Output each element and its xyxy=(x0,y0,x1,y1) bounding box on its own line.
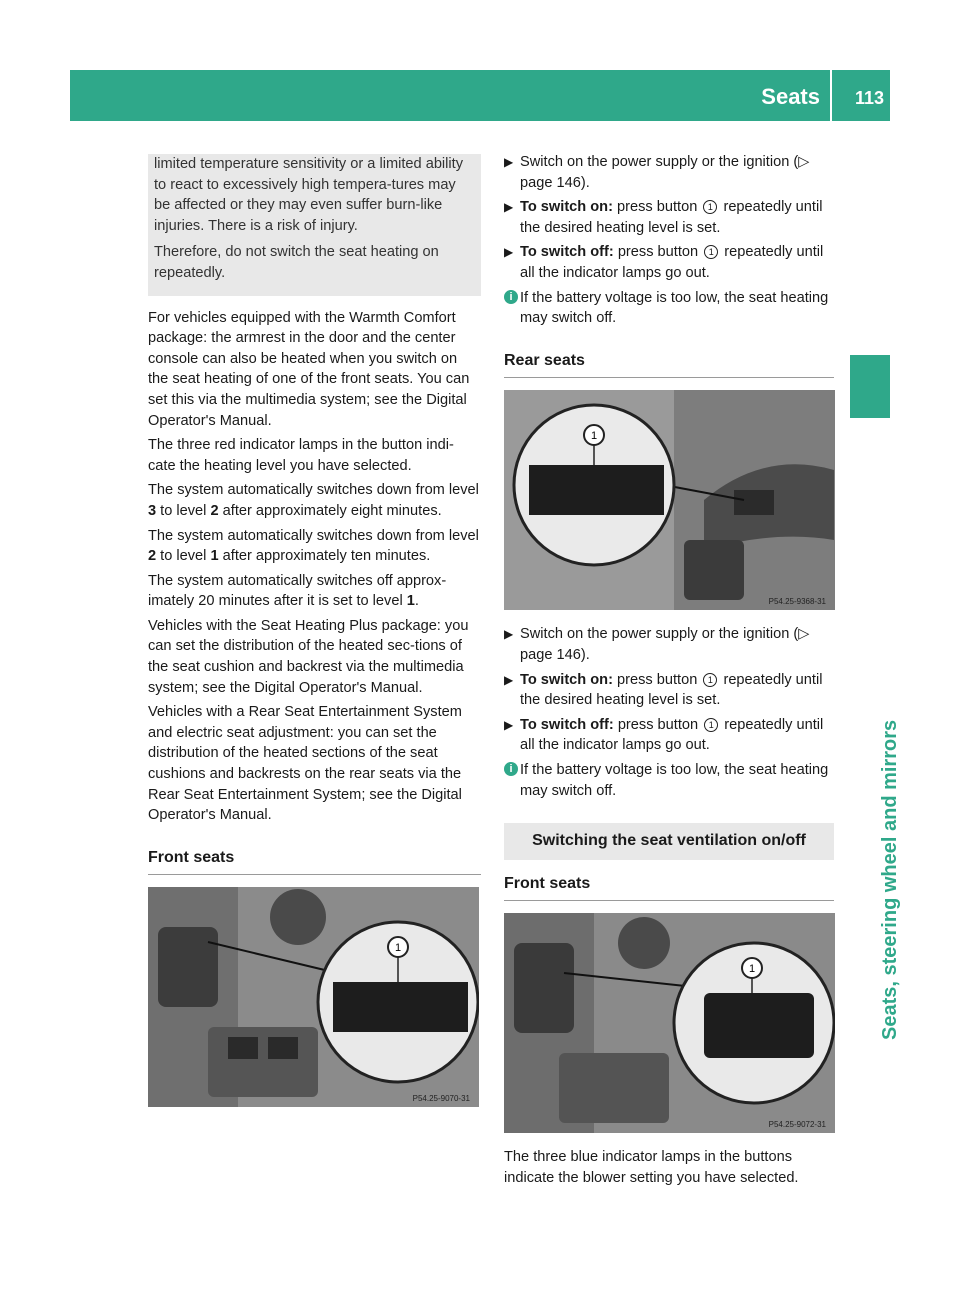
callout-1-icon: 1 xyxy=(703,673,717,687)
photo-code: P54.25-9070-31 xyxy=(412,1094,470,1104)
callout-label: 1 xyxy=(394,942,402,955)
header-divider xyxy=(830,70,832,121)
side-tab-label: Seats, steering wheel and mirrors xyxy=(879,719,901,1040)
callout-1-icon: 1 xyxy=(704,718,718,732)
step-arrow-icon: ▶ xyxy=(504,245,514,260)
right-column xyxy=(504,152,834,1192)
step-switch-on: ▶ To switch on: press button 1 repeatedly until the desired heating level is set. xyxy=(504,199,823,236)
callout-1-icon: 1 xyxy=(704,245,718,259)
page-link[interactable]: page 146). xyxy=(520,646,590,663)
step-switch-on: ▶ To switch on: press button 1 repeatedly until the desired heating level is set. xyxy=(504,671,823,709)
photo-rear-seat-heating xyxy=(504,390,835,610)
step-power-on: ▶ Switch on the power supply or the ignition (▷ page 146). xyxy=(504,154,810,191)
paragraph-blue-lamps: The three blue indicator lamps in the buttons indicate the blower setting you have selected. xyxy=(504,1149,799,1186)
info-icon: i xyxy=(504,290,518,304)
photo-code: P54.25-9072-31 xyxy=(768,1120,826,1130)
page-header xyxy=(70,70,890,121)
photo-front-seat-ventilation xyxy=(504,913,835,1133)
step-arrow-icon: ▶ xyxy=(504,717,514,732)
ref-arrow-icon: ▷ xyxy=(798,626,810,643)
photo-code: P54.25-9368-31 xyxy=(768,597,826,607)
step-arrow-icon: ▶ xyxy=(504,155,514,169)
warning-text-1: limited temperature sensitivity or a limited ability to react to excessively high tempera-tures may be affected or they may even suffer burn-like injuries. There is a risk of injury. xyxy=(154,156,464,234)
step-arrow-icon: ▶ xyxy=(504,627,514,642)
ref-arrow-icon: ▷ xyxy=(798,154,810,170)
paragraph-indicator-lamps: The three red indicator lamps in the button indi-cate the heating level you have selected. xyxy=(148,437,454,474)
paragraph-rear-seat-entertainment: Vehicles with a Rear Seat Entertainment System and electric seat adjustment: you can set the distribution of the heated sections of the seat cushions and backrests on the rear seats via the Rear Seat Entertainment System; see the Digital Operator's Manual. xyxy=(148,704,462,824)
photo-front-seat-heating xyxy=(148,887,479,1107)
left-column xyxy=(148,158,481,1121)
paragraph-warmth-comfort: For vehicles equipped with the Warmth Comfort package: the armrest in the door and the center console can also be heated when you switch on the seat heating of one of the front seats. You can set this via the multimedia system; see the Digital Operator's Manual. xyxy=(148,309,470,429)
page-link[interactable]: page 146). xyxy=(520,174,590,191)
side-tab-marker xyxy=(850,355,890,418)
info-icon: i xyxy=(504,762,518,776)
paragraph-auto-switch-3: The system automatically switches off approx-imately 20 minutes after it is set to level 1. xyxy=(148,572,447,610)
info-note: i If the battery voltage is too low, the seat heating may switch off. xyxy=(504,288,834,329)
step-arrow-icon: ▶ xyxy=(504,672,514,687)
heading-rear-seats: Rear seats xyxy=(504,351,834,379)
info-note: i If the battery voltage is too low, the seat heating may switch off. xyxy=(504,760,834,801)
heading-front-seats: Front seats xyxy=(148,848,481,876)
paragraph-seat-heating-plus: Vehicles with the Seat Heating Plus package: you can set the distribution of the heated sec-tions of the seat cushion and backrest via the multimedia system; see the Digital Operator's Manual. xyxy=(148,617,469,696)
paragraph-auto-switch-2: The system automatically switches down from level 2 to level 1 after approximately ten minutes. xyxy=(148,527,479,565)
step-arrow-icon: ▶ xyxy=(504,200,514,215)
callout-label: 1 xyxy=(748,963,756,976)
page-number: 113 xyxy=(854,88,884,108)
paragraph-auto-switch-1: The system automatically switches down from level 3 to level 2 after approximately eight minutes. xyxy=(148,482,479,519)
step-switch-off: ▶ To switch off: press button 1 repeatedly until all the indicator lamps go out. xyxy=(504,716,824,754)
warning-text-2: Therefore, do not switch the seat heating on repeatedly. xyxy=(154,244,439,281)
callout-label: 1 xyxy=(590,430,598,443)
section-title-ventilation: Switching the seat ventilation on/off xyxy=(504,823,834,860)
step-power-on: ▶ Switch on the power supply or the ignition (▷ page 146). xyxy=(504,626,810,663)
callout-1-icon: 1 xyxy=(703,200,717,214)
heading-front-seats-ventilation: Front seats xyxy=(504,874,834,902)
warning-box xyxy=(148,154,481,296)
chapter-title: Seats xyxy=(761,84,820,109)
step-switch-off: ▶ To switch off: press button 1 repeatedly until all the indicator lamps go out. xyxy=(504,244,824,281)
